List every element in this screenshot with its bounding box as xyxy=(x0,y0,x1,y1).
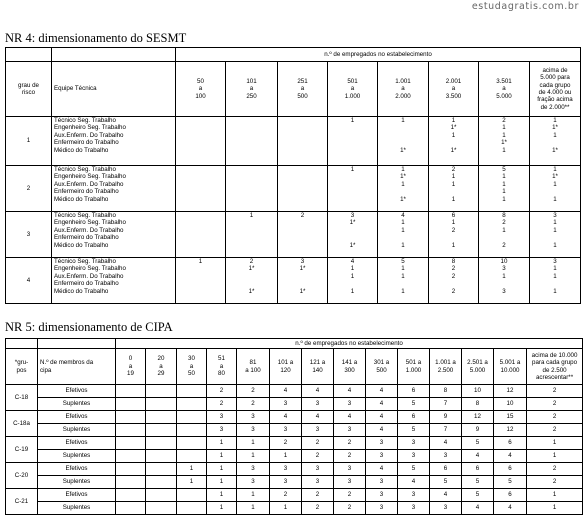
cipa-value-cell: 3 xyxy=(334,398,366,411)
grau-risco-cell: 3 xyxy=(6,212,52,258)
cipa-value-cell xyxy=(116,489,146,502)
cipa-row xyxy=(6,385,583,398)
cipa-value-cell: 4 xyxy=(398,476,430,489)
sesmt-value-cell: 1 1* 1 1* xyxy=(378,166,429,212)
cipa-value-cell: 2 xyxy=(527,385,583,398)
cipa-value-cell: 9 xyxy=(462,424,494,437)
cipa-value-cell xyxy=(146,424,177,437)
cipa-value-cell: 6 xyxy=(398,411,430,424)
cipa-members-cell: Suplentes xyxy=(38,424,116,437)
cipa-row xyxy=(6,437,583,450)
sesmt-value-cell: 5 1 1 1 1 xyxy=(479,166,530,212)
cipa-value-cell: 2 xyxy=(207,385,237,398)
cipa-value-cell xyxy=(146,502,177,515)
equipe-role: Aux.Enferm. Do Trabalho xyxy=(54,272,124,280)
cipa-members-cell: Suplentes xyxy=(38,398,116,411)
nr5-title: NR 5: dimensionamento de CIPA xyxy=(5,320,173,334)
sesmt-superheader: n.º de empregados no estabelecimento xyxy=(176,48,581,62)
cipa-value-cell: 5 xyxy=(494,476,527,489)
cipa-row xyxy=(6,476,583,489)
cipa-grupo-cell: C-20 xyxy=(6,463,38,489)
equipe-role: Enfermeiro do Trabalho xyxy=(54,139,119,147)
cipa-value-cell: 2 xyxy=(270,437,302,450)
sesmt-value-cell: 1 1* xyxy=(378,117,429,166)
equipe-role: Engenheiro Seg. Trabalho xyxy=(54,265,126,273)
grau-risco-cell: 2 xyxy=(6,166,52,212)
cipa-value-cell: 1 xyxy=(177,463,207,476)
cipa-range-header: acima de 10.000 para cada grupo de 2.500 acrescentar** xyxy=(527,349,583,385)
cipa-range-header: 141 a 300 xyxy=(334,349,366,385)
cipa-value-cell: 3 xyxy=(366,476,398,489)
cipa-value-cell xyxy=(146,450,177,463)
cipa-row xyxy=(6,463,583,476)
cipa-value-cell xyxy=(177,489,207,502)
cipa-row xyxy=(6,398,583,411)
cipa-value-cell: 2 xyxy=(302,502,334,515)
nr4-title: NR 4: dimensionamento do SESMT xyxy=(5,31,187,45)
sesmt-value-cell xyxy=(176,166,226,212)
cipa-value-cell: 3 xyxy=(237,476,270,489)
sesmt-value-cell: 2 1* 1* xyxy=(226,258,278,304)
cipa-value-cell: 3 xyxy=(366,437,398,450)
equipe-role: Médico do Trabalho xyxy=(54,287,109,295)
sesmt-value-cell: 3 1* 1* xyxy=(328,212,378,258)
equipe-role: Técnico Seg. Trabalho xyxy=(54,258,116,265)
cipa-table xyxy=(5,338,583,515)
grau-risco-cell: 4 xyxy=(6,258,52,304)
cipa-value-cell: 2 xyxy=(527,411,583,424)
cipa-value-cell: 4 xyxy=(494,502,527,515)
cipa-row xyxy=(6,411,583,424)
cipa-value-cell xyxy=(177,411,207,424)
cipa-range-header: 81 a 100 xyxy=(237,349,270,385)
sesmt-value-cell: 1 1* 1 1* xyxy=(530,117,581,166)
cipa-value-cell: 4 xyxy=(270,411,302,424)
cipa-members-cell: Suplentes xyxy=(38,502,116,515)
sesmt-range-header: acima de 5.000 para cada grupo de 4.000 ou fração acima de 2.000** xyxy=(530,62,581,117)
sesmt-value-cell: 1 xyxy=(226,212,278,258)
equipe-role: Médico do Trabalho xyxy=(54,241,109,249)
cipa-value-cell xyxy=(177,450,207,463)
cipa-value-cell: 6 xyxy=(462,463,494,476)
sesmt-value-cell: 3 1 1 1 xyxy=(530,258,581,304)
cipa-range-header: 5.001 a 10.000 xyxy=(494,349,527,385)
equipe-role: Enfermeiro do Trabalho xyxy=(54,280,119,288)
equipe-role: Médico do Trabalho xyxy=(54,146,109,154)
cipa-value-cell: 3 xyxy=(398,450,430,463)
grau-risco-cell: 1 xyxy=(6,117,52,166)
cipa-value-cell: 4 xyxy=(462,502,494,515)
col-grau-risco: grau de risco xyxy=(6,62,52,117)
cipa-value-cell xyxy=(116,463,146,476)
cipa-value-cell: 3 xyxy=(366,489,398,502)
cipa-value-cell: 8 xyxy=(462,398,494,411)
cipa-value-cell: 1 xyxy=(237,489,270,502)
sesmt-value-cell xyxy=(226,166,278,212)
equipe-role: Aux.Enferm. Do Trabalho xyxy=(54,180,124,188)
sesmt-value-cell: 5 1 1 1 xyxy=(378,258,429,304)
cipa-value-cell: 4 xyxy=(366,463,398,476)
cipa-value-cell: 2 xyxy=(527,398,583,411)
cipa-value-cell xyxy=(116,411,146,424)
col-grupos: *gru- pos xyxy=(6,349,38,385)
cipa-members-cell: Efetivos xyxy=(38,411,116,424)
sesmt-value-cell: 3 1* 1* xyxy=(278,258,328,304)
sesmt-risk-row xyxy=(6,212,581,258)
cipa-value-cell: 2 xyxy=(237,385,270,398)
cipa-value-cell xyxy=(116,398,146,411)
sesmt-range-header: 251 a 500 xyxy=(278,62,328,117)
cipa-value-cell: 1 xyxy=(207,450,237,463)
cipa-value-cell: 2 xyxy=(207,398,237,411)
equipe-role: Técnico Seg. Trabalho xyxy=(54,166,116,173)
cipa-value-cell: 5 xyxy=(398,424,430,437)
cipa-range-header: 20 a 29 xyxy=(146,349,177,385)
sesmt-risk-row xyxy=(6,117,581,166)
cipa-value-cell: 1 xyxy=(527,489,583,502)
cipa-value-cell: 5 xyxy=(462,437,494,450)
cipa-value-cell: 4 xyxy=(366,424,398,437)
cipa-value-cell: 6 xyxy=(494,489,527,502)
cipa-range-header: 301 a 500 xyxy=(366,349,398,385)
sesmt-corner xyxy=(6,48,52,62)
cipa-value-cell: 1 xyxy=(527,502,583,515)
cipa-value-cell: 2 xyxy=(302,450,334,463)
cipa-range-header: 101 a 120 xyxy=(270,349,302,385)
cipa-value-cell: 5 xyxy=(398,398,430,411)
cipa-value-cell xyxy=(116,476,146,489)
cipa-grupo-cell: C-19 xyxy=(6,437,38,463)
sesmt-value-cell xyxy=(226,117,278,166)
cipa-value-cell: 3 xyxy=(302,476,334,489)
cipa-value-cell: 12 xyxy=(494,385,527,398)
cipa-value-cell: 4 xyxy=(334,385,366,398)
cipa-members-cell: Efetivos xyxy=(38,463,116,476)
cipa-value-cell xyxy=(177,398,207,411)
cipa-value-cell xyxy=(146,489,177,502)
cipa-value-cell: 6 xyxy=(398,385,430,398)
cipa-value-cell xyxy=(177,437,207,450)
sesmt-table xyxy=(5,47,581,304)
cipa-value-cell: 3 xyxy=(302,463,334,476)
cipa-value-cell: 3 xyxy=(270,463,302,476)
cipa-value-cell xyxy=(146,463,177,476)
sesmt-value-cell: 2 xyxy=(278,212,328,258)
cipa-value-cell: 2 xyxy=(527,476,583,489)
equipe-role: Médico do Trabalho xyxy=(54,195,109,203)
cipa-value-cell: 3 xyxy=(398,489,430,502)
cipa-value-cell: 6 xyxy=(430,463,462,476)
cipa-value-cell: 5 xyxy=(430,476,462,489)
cipa-row xyxy=(6,502,583,515)
cipa-value-cell xyxy=(116,450,146,463)
sesmt-value-cell xyxy=(278,166,328,212)
cipa-value-cell: 3 xyxy=(207,411,237,424)
cipa-members-cell: Suplentes xyxy=(38,476,116,489)
cipa-value-cell: 2 xyxy=(334,502,366,515)
cipa-value-cell xyxy=(116,385,146,398)
cipa-value-cell: 2 xyxy=(302,489,334,502)
cipa-range-header: 501 a 1.000 xyxy=(398,349,430,385)
sesmt-range-header: 3.501 a 5.000 xyxy=(479,62,530,117)
cipa-value-cell: 2 xyxy=(334,437,366,450)
cipa-grupo-cell: C-18 xyxy=(6,385,38,411)
cipa-value-cell: 5 xyxy=(462,476,494,489)
cipa-value-cell: 1 xyxy=(237,502,270,515)
cipa-value-cell: 6 xyxy=(494,437,527,450)
cipa-value-cell: 2 xyxy=(270,489,302,502)
cipa-value-cell: 10 xyxy=(494,398,527,411)
cipa-grupo-cell: C-18a xyxy=(6,411,38,437)
cipa-value-cell: 8 xyxy=(430,385,462,398)
cipa-members-cell: Efetivos xyxy=(38,385,116,398)
sesmt-risk-row xyxy=(6,166,581,212)
cipa-row xyxy=(6,424,583,437)
cipa-value-cell: 1 xyxy=(177,476,207,489)
equipe-role: Técnico Seg. Trabalho xyxy=(54,212,116,219)
cipa-row xyxy=(6,450,583,463)
equipe-role: Técnico Seg. Trabalho xyxy=(54,117,116,124)
cipa-value-cell: 4 xyxy=(462,450,494,463)
cipa-value-cell: 1 xyxy=(207,489,237,502)
sesmt-value-cell: 6 1 2 1 xyxy=(429,212,479,258)
sesmt-range-header: 50 a 100 xyxy=(176,62,226,117)
cipa-value-cell xyxy=(116,437,146,450)
cipa-value-cell xyxy=(146,476,177,489)
cipa-value-cell: 15 xyxy=(494,411,527,424)
cipa-value-cell: 3 xyxy=(398,437,430,450)
cipa-value-cell: 1 xyxy=(207,463,237,476)
cipa-value-cell: 1 xyxy=(270,450,302,463)
cipa-range-header: 2.501 a 5.000 xyxy=(462,349,494,385)
cipa-value-cell: 3 xyxy=(237,424,270,437)
cipa-value-cell: 4 xyxy=(366,411,398,424)
cipa-value-cell: 2 xyxy=(334,450,366,463)
cipa-value-cell: 2 xyxy=(237,398,270,411)
cipa-value-cell: 3 xyxy=(270,476,302,489)
watermark: estudagratis.com.br xyxy=(471,1,579,12)
equipe-role: Enfermeiro do Trabalho xyxy=(54,188,119,196)
cipa-value-cell: 3 xyxy=(366,502,398,515)
cipa-value-cell xyxy=(146,398,177,411)
cipa-range-header: 121 a 140 xyxy=(302,349,334,385)
sesmt-value-cell: 8 2 1 2 xyxy=(479,212,530,258)
equipe-list xyxy=(52,212,176,258)
cipa-value-cell: 2 xyxy=(334,489,366,502)
cipa-value-cell xyxy=(177,502,207,515)
cipa-value-cell: 10 xyxy=(462,385,494,398)
col-membros: N.º de membros da cipa xyxy=(38,349,116,385)
cipa-value-cell: 4 xyxy=(494,450,527,463)
sesmt-range-header: 2.001 a 3.500 xyxy=(429,62,479,117)
cipa-value-cell: 3 xyxy=(430,450,462,463)
sesmt-value-cell: 1 xyxy=(176,258,226,304)
cipa-value-cell: 4 xyxy=(430,489,462,502)
cipa-value-cell: 1 xyxy=(207,476,237,489)
cipa-value-cell: 1 xyxy=(207,437,237,450)
sesmt-value-cell: 8 2 2 2 xyxy=(429,258,479,304)
cipa-value-cell: 3 xyxy=(398,502,430,515)
cipa-value-cell: 3 xyxy=(334,463,366,476)
cipa-value-cell: 9 xyxy=(430,411,462,424)
col-equipe-tecnica: Equipe Técnica xyxy=(52,62,176,117)
cipa-value-cell: 3 xyxy=(366,450,398,463)
cipa-value-cell: 3 xyxy=(334,476,366,489)
cipa-value-cell: 1 xyxy=(527,450,583,463)
equipe-list xyxy=(52,117,176,166)
cipa-value-cell: 4 xyxy=(366,398,398,411)
cipa-value-cell: 2 xyxy=(302,437,334,450)
equipe-role: Engenheiro Seg. Trabalho xyxy=(54,173,126,181)
cipa-value-cell: 2 xyxy=(527,463,583,476)
sesmt-risk-row xyxy=(6,258,581,304)
cipa-value-cell: 6 xyxy=(494,463,527,476)
cipa-value-cell xyxy=(116,502,146,515)
cipa-value-cell: 1 xyxy=(207,502,237,515)
cipa-range-header: 0 a 19 xyxy=(116,349,146,385)
cipa-range-header: 1.001 a 2.500 xyxy=(430,349,462,385)
sesmt-range-header: 1.001 a 2.000 xyxy=(378,62,429,117)
sesmt-range-header: 101 a 250 xyxy=(226,62,278,117)
sesmt-value-cell: 2 1 1 1* 1 xyxy=(479,117,530,166)
cipa-value-cell: 3 xyxy=(237,463,270,476)
sesmt-value-cell: 2 1 1 1 xyxy=(429,166,479,212)
cipa-value-cell: 1 xyxy=(527,437,583,450)
sesmt-corner-2 xyxy=(52,48,176,62)
cipa-value-cell xyxy=(116,424,146,437)
cipa-members-cell: Suplentes xyxy=(38,450,116,463)
cipa-value-cell: 3 xyxy=(237,411,270,424)
equipe-list xyxy=(52,258,176,304)
cipa-row xyxy=(6,489,583,502)
cipa-value-cell: 3 xyxy=(207,424,237,437)
cipa-value-cell xyxy=(177,424,207,437)
cipa-corner xyxy=(6,339,38,349)
cipa-grupo-cell: C-21 xyxy=(6,489,38,515)
sesmt-value-cell: 10 3 1 3 xyxy=(479,258,530,304)
equipe-list xyxy=(52,166,176,212)
cipa-corner-2 xyxy=(38,339,116,349)
cipa-value-cell: 4 xyxy=(430,437,462,450)
cipa-value-cell: 5 xyxy=(462,489,494,502)
cipa-value-cell: 3 xyxy=(270,398,302,411)
sesmt-value-cell: 1 1* 1 1 xyxy=(530,166,581,212)
sesmt-value-cell xyxy=(176,212,226,258)
sesmt-value-cell: 1 xyxy=(328,117,378,166)
sesmt-value-cell: 1 1* 1 1* xyxy=(429,117,479,166)
cipa-value-cell: 1 xyxy=(237,437,270,450)
cipa-value-cell xyxy=(146,437,177,450)
cipa-value-cell xyxy=(146,385,177,398)
sesmt-value-cell: 4 1 1 1 xyxy=(378,212,429,258)
cipa-value-cell: 1 xyxy=(270,502,302,515)
equipe-role: Engenheiro Seg. Trabalho xyxy=(54,219,126,227)
cipa-superheader: n.º de empregados no estabelecimento xyxy=(116,339,583,349)
cipa-value-cell xyxy=(177,385,207,398)
cipa-members-cell: Efetivos xyxy=(38,489,116,502)
cipa-value-cell: 12 xyxy=(494,424,527,437)
cipa-value-cell: 7 xyxy=(430,398,462,411)
cipa-value-cell: 4 xyxy=(334,411,366,424)
cipa-value-cell: 5 xyxy=(398,463,430,476)
cipa-value-cell: 1 xyxy=(237,450,270,463)
cipa-value-cell: 3 xyxy=(334,424,366,437)
cipa-value-cell: 4 xyxy=(302,385,334,398)
cipa-range-header: 30 a 50 xyxy=(177,349,207,385)
cipa-value-cell: 2 xyxy=(527,424,583,437)
cipa-value-cell: 4 xyxy=(270,385,302,398)
sesmt-value-cell: 3 1 1 1 xyxy=(530,212,581,258)
sesmt-value-cell xyxy=(176,117,226,166)
equipe-role: Aux.Enferm. Do Trabalho xyxy=(54,226,124,234)
cipa-value-cell: 7 xyxy=(430,424,462,437)
cipa-range-header: 51 a 80 xyxy=(207,349,237,385)
equipe-role: Enfermeiro do Trabalho xyxy=(54,234,119,242)
sesmt-value-cell xyxy=(278,117,328,166)
cipa-value-cell: 3 xyxy=(302,424,334,437)
cipa-value-cell xyxy=(146,411,177,424)
cipa-members-cell: Efetivos xyxy=(38,437,116,450)
sesmt-range-header: 501 a 1.000 xyxy=(328,62,378,117)
cipa-value-cell: 4 xyxy=(302,411,334,424)
cipa-value-cell: 12 xyxy=(462,411,494,424)
sesmt-value-cell: 4 1 1 1 xyxy=(328,258,378,304)
equipe-role: Engenheiro Seg. Trabalho xyxy=(54,124,126,132)
cipa-value-cell: 3 xyxy=(430,502,462,515)
cipa-value-cell: 4 xyxy=(366,385,398,398)
cipa-value-cell: 3 xyxy=(302,398,334,411)
cipa-value-cell: 3 xyxy=(270,424,302,437)
sesmt-value-cell: 1 xyxy=(328,166,378,212)
equipe-role: Aux.Enferm. Do Trabalho xyxy=(54,131,124,139)
